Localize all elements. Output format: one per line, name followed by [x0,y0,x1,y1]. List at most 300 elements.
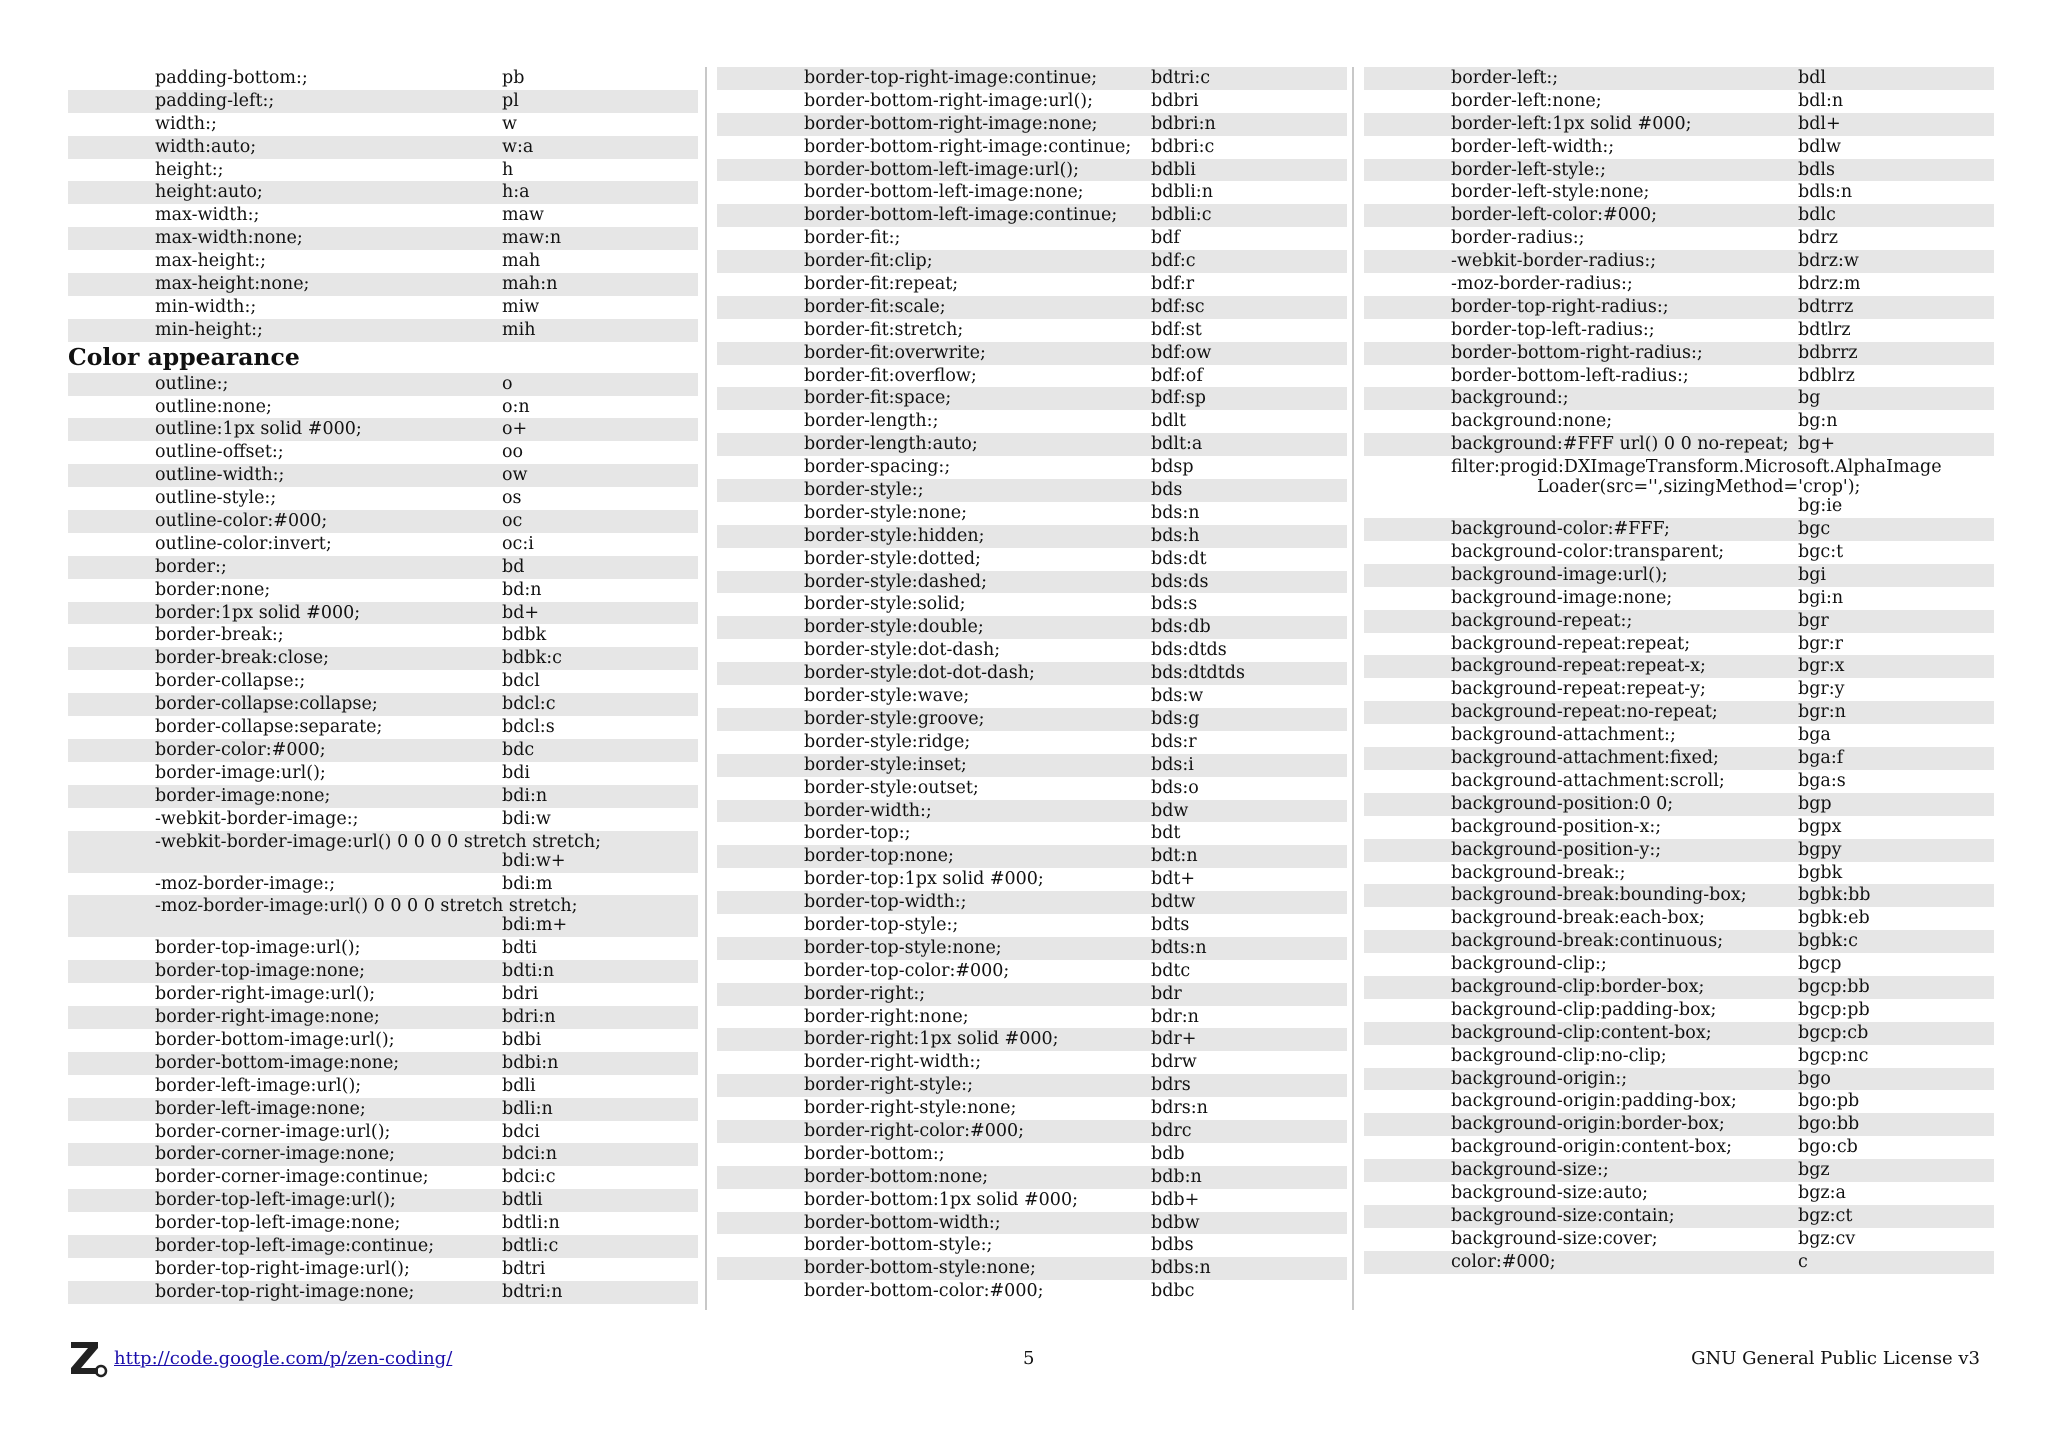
abbreviation-row [1364,319,1994,342]
abbreviation-row [68,464,698,487]
abbreviation-row [68,1281,698,1304]
abbreviation: bds:r [1151,731,1197,752]
abbreviation-row [717,410,1347,433]
abbreviation: bg:ie [1798,496,1843,517]
abbreviation-row [1364,564,1994,587]
css-property: border-bottom-color:#000; [804,1281,1044,1302]
css-property: border-bottom-left-image:continue; [804,205,1118,226]
abbreviation: bdt [1151,823,1181,844]
css-property: border-left-image:none; [155,1098,366,1119]
abbreviation: bdti [502,938,538,959]
css-property: border-fit:scale; [804,296,946,317]
abbreviation: bgpy [1798,839,1842,860]
abbreviation-row [1364,587,1994,610]
abbreviation-row [1364,724,1994,747]
css-property: border-top-right-image:url(); [155,1258,410,1279]
css-property: outline:1px solid #000; [155,419,362,440]
abbreviation-row [1364,839,1994,862]
abbreviation: bdtlrz [1798,319,1851,340]
abbreviation-row [68,396,698,419]
abbreviation-row [1364,227,1994,250]
css-property: border-style:dashed; [804,571,988,592]
abbreviation: bdf [1151,228,1180,249]
abbreviation: bdbw [1151,1212,1200,1233]
abbreviation-row [717,1006,1347,1029]
css-property: border-top-left-image:none; [155,1213,401,1234]
abbreviation-row [717,708,1347,731]
css-property: background-clip:no-clip; [1451,1045,1667,1066]
abbreviation: bdf:sc [1151,296,1205,317]
css-property: background-break:continuous; [1451,931,1724,952]
abbreviation: bdb+ [1151,1189,1200,1210]
css-property: filter:progid:DXImageTransform.Microsoft.AlphaImage [1451,457,1942,478]
abbreviation-row [717,616,1347,639]
abbreviation-row [717,983,1347,1006]
abbreviation: bga [1798,725,1831,746]
css-property: border-style:groove; [804,708,985,729]
css-property: border-left:; [1451,68,1559,88]
abbreviation: bdblrz [1798,365,1855,386]
abbreviation-row [717,1166,1347,1189]
css-property: -webkit-border-radius:; [1451,251,1657,272]
abbreviation: bds:n [1151,502,1200,523]
abbreviation-row [68,1006,698,1029]
abbreviation-row [1364,953,1994,976]
css-property: background-size:cover; [1451,1228,1658,1249]
abbreviation: bds:dt [1151,548,1207,569]
abbreviation: bgr:n [1798,702,1846,723]
css-property: border-bottom-right-image:none; [804,113,1098,134]
css-property: border-bottom:1px solid #000; [804,1189,1078,1210]
css-property: border-top-color:#000; [804,960,1010,981]
css-property: background-position-y:; [1451,839,1662,860]
css-property: background-repeat:repeat; [1451,633,1691,654]
css-property: border-break:; [155,625,284,646]
abbreviation-row [68,136,698,159]
abbreviation-row [717,548,1347,571]
abbreviation: bgbk [1798,862,1843,883]
css-property: border-right-width:; [804,1052,982,1073]
abbreviation-row [68,296,698,319]
css-property: border-length:; [804,411,939,432]
abbreviation-row [68,418,698,441]
abbreviation-row [68,1212,698,1235]
css-property: border-fit:stretch; [804,319,964,340]
css-property: border-style:; [804,480,924,501]
css-property: background-attachment:fixed; [1451,748,1719,769]
abbreviation: bgc [1798,519,1831,540]
abbreviation-row [68,67,698,90]
abbreviation: o+ [502,419,528,440]
abbreviation-row [1364,136,1994,159]
css-property: outline-style:; [155,488,277,509]
abbreviation: bgcp:cb [1798,1022,1869,1043]
abbreviation-row [68,159,698,182]
abbreviation: bds:s [1151,594,1198,615]
abbreviation: bdbi:n [502,1052,559,1073]
css-property: border-length:auto; [804,434,978,455]
abbreviation-row [68,647,698,670]
abbreviation: bdrz:w [1798,251,1859,272]
abbreviation: bdbrrz [1798,342,1858,363]
abbreviation: bgbk:c [1798,931,1858,952]
abbreviation-row [717,1280,1347,1303]
css-property: outline:none; [155,396,272,417]
abbreviation-row [717,1189,1347,1212]
abbreviation: oc [502,511,523,532]
css-property: border-top-left-image:url(); [155,1190,396,1211]
abbreviation-row [68,1143,698,1166]
css-property: border-left-image:url(); [155,1075,362,1096]
abbreviation: bdi:w+ [502,850,566,871]
abbreviation-row [68,1052,698,1075]
abbreviation-row [717,1257,1347,1280]
css-property: background-attachment:scroll; [1451,770,1725,791]
abbreviation-row [717,1074,1347,1097]
css-property: outline-offset:; [155,442,284,463]
abbreviation-row [68,1166,698,1189]
css-property: border-bottom-right-image:continue; [804,136,1132,157]
abbreviation: bgr:x [1798,656,1845,677]
abbreviation: bdtri [502,1258,546,1279]
abbreviation-row [717,1097,1347,1120]
css-property: border-color:#000; [155,739,326,760]
abbreviation-row [68,1235,698,1258]
abbreviation-row [717,319,1347,342]
abbreviation: bdi:m [502,873,553,894]
abbreviation: pl [502,90,519,111]
abbreviation: bd+ [502,602,540,623]
abbreviation: maw [502,205,545,226]
css-property: border-style:outset; [804,777,979,798]
css-property: border-top-right-radius:; [1451,296,1669,317]
css-property: max-height:; [155,251,267,272]
abbreviation: bdtli [502,1190,543,1211]
abbreviation: bd:n [502,579,542,600]
abbreviation: bgz:cv [1798,1228,1856,1249]
abbreviation-row [1364,296,1994,319]
css-property: border-top-left-radius:; [1451,319,1655,340]
abbreviation: bg+ [1798,434,1836,455]
abbreviation-row [1364,1251,1994,1274]
abbreviation-row [1364,365,1994,388]
column-2 [717,67,1347,1303]
abbreviation-row [717,136,1347,159]
abbreviation-row [68,808,698,831]
abbreviation: bdlt [1151,411,1187,432]
css-property: outline-color:#000; [155,511,328,532]
css-property: border-left:1px solid #000; [1451,113,1692,134]
css-property: outline:; [155,373,229,394]
css-property: border-top-left-image:continue; [155,1235,435,1256]
css-property: border:; [155,556,227,577]
abbreviation-row [1364,204,1994,227]
abbreviation-row [1364,518,1994,541]
abbreviation: o:n [502,396,530,417]
abbreviation-row [68,831,698,873]
column-1 [68,67,698,1304]
css-property: border-fit:overflow; [804,365,977,386]
page-footer [68,1338,1980,1378]
css-property: border-top:none; [804,846,954,867]
abbreviation: bdtli:n [502,1213,560,1234]
abbreviation: bgo:cb [1798,1137,1858,1158]
abbreviation: bdli:n [502,1098,553,1119]
abbreviation: bgbk:eb [1798,908,1870,929]
abbreviation-row [1364,678,1994,701]
css-property: border-bottom-right-radius:; [1451,342,1703,363]
abbreviation-row [1364,1159,1994,1182]
css-property: border-fit:space; [804,388,952,409]
abbreviation: bdtri:n [502,1281,563,1302]
css-property: border-right-style:none; [804,1098,1017,1119]
abbreviation-row [1364,433,1994,456]
css-property: padding-bottom:; [155,68,308,88]
abbreviation-row [1364,907,1994,930]
css-property: outline-width:; [155,465,285,486]
css-property: border-style:double; [804,617,984,638]
abbreviation-row [717,296,1347,319]
abbreviation: bdri:n [502,1007,556,1028]
abbreviation-row [1364,159,1994,182]
abbreviation-row [1364,655,1994,678]
abbreviation-row [1364,1113,1994,1136]
css-property: background:; [1451,388,1569,409]
abbreviation-row [717,662,1347,685]
css-property: outline-color:invert; [155,533,332,554]
abbreviation-row [68,785,698,808]
abbreviation: bdbk [502,625,547,646]
abbreviation-row [68,1121,698,1144]
abbreviation: bdts [1151,914,1190,935]
css-property: max-height:none; [155,274,310,295]
abbreviation: w [502,113,517,134]
abbreviation: bdci:c [502,1167,556,1188]
css-property: background-break:; [1451,862,1626,883]
abbreviation: bdbri [1151,90,1199,111]
abbreviation: h [502,159,514,180]
abbreviation-row [68,739,698,762]
css-property: background-origin:; [1451,1068,1628,1089]
css-property: background-clip:content-box; [1451,1022,1712,1043]
abbreviation-row [1364,541,1994,564]
css-property: border-fit:overwrite; [804,342,986,363]
abbreviation: bdt:n [1151,846,1198,867]
abbreviation-row [717,227,1347,250]
abbreviation-row [717,754,1347,777]
abbreviation-row [68,983,698,1006]
abbreviation-row [717,914,1347,937]
abbreviation: bgr [1798,610,1829,631]
abbreviation-row [717,1143,1347,1166]
abbreviation-row [1364,250,1994,273]
css-property: border-radius:; [1451,228,1585,249]
abbreviation: bgp [1798,793,1832,814]
css-property: max-width:none; [155,228,303,249]
abbreviation-row [1364,816,1994,839]
abbreviation: bdri [502,984,539,1005]
abbreviation: bdf:st [1151,319,1202,340]
abbreviation: bgz [1798,1160,1830,1181]
abbreviation: bdb:n [1151,1166,1202,1187]
abbreviation-row [717,937,1347,960]
license-text: GNU General Public License v3 [1691,1348,1980,1369]
abbreviation-row [68,250,698,273]
project-link[interactable]: http://code.google.com/p/zen-coding/ [114,1348,453,1369]
css-property: background-repeat:; [1451,610,1633,631]
abbreviation-row [68,873,698,896]
abbreviation: bds [1151,480,1183,501]
abbreviation-row [717,181,1347,204]
column-divider [1352,67,1354,1310]
abbreviation: bdtrrz [1798,296,1854,317]
abbreviation: bgz:ct [1798,1205,1853,1226]
abbreviation: os [502,488,522,509]
css-property: border-bottom-right-image:url(); [804,90,1094,111]
abbreviation: bdf:r [1151,274,1195,295]
abbreviation: bgi:n [1798,587,1844,608]
abbreviation-row [68,319,698,342]
abbreviation: bdf:ow [1151,342,1212,363]
abbreviation: bdr [1151,983,1182,1004]
abbreviation: bdi:w [502,808,551,829]
css-property: background-size:contain; [1451,1205,1675,1226]
abbreviation: bdr+ [1151,1029,1197,1050]
abbreviation: bdi:n [502,785,548,806]
abbreviation-row [68,579,698,602]
abbreviation: bdli [502,1075,536,1096]
abbreviation: bdsp [1151,457,1194,478]
css-property: border-collapse:separate; [155,717,383,738]
css-property: border-style:dotted; [804,548,981,569]
abbreviation-row [717,342,1347,365]
css-property: background-image:url(); [1451,564,1668,585]
abbreviation-row [1364,1068,1994,1091]
abbreviation: bdbri:c [1151,136,1215,157]
abbreviation-row [717,685,1347,708]
css-property: border-right:; [804,983,926,1004]
abbreviation-row [1364,610,1994,633]
abbreviation: bgbk:bb [1798,885,1871,906]
css-property: border-style:none; [804,502,968,523]
abbreviation-row [1364,273,1994,296]
abbreviation-row [68,670,698,693]
abbreviation: bdtc [1151,960,1191,981]
css-property: height:; [155,159,224,180]
abbreviation: bdci [502,1121,540,1142]
abbreviation-row [717,90,1347,113]
abbreviation: bds:g [1151,708,1200,729]
abbreviation: bgc:t [1798,542,1844,563]
abbreviation-row [717,113,1347,136]
abbreviation: oo [502,442,524,463]
abbreviation-row [1364,747,1994,770]
css-property: border-bottom-left-image:url(); [804,159,1080,180]
abbreviation-row [717,1234,1347,1257]
css-property: background-origin:border-box; [1451,1114,1725,1135]
abbreviation-row [717,273,1347,296]
css-property: border-left:none; [1451,90,1602,111]
css-property: color:#000; [1451,1251,1556,1272]
css-property: background-position:0 0; [1451,793,1674,814]
abbreviation-row [1364,181,1994,204]
css-property: border-top:; [804,823,911,844]
abbreviation: bdi:m+ [502,915,568,936]
abbreviation: bgi [1798,564,1827,585]
css-property: background-image:none; [1451,587,1673,608]
abbreviation: bds:i [1151,754,1194,775]
abbreviation-row [1364,1090,1994,1113]
abbreviation-row [1364,1205,1994,1228]
abbreviation-row [1364,67,1994,90]
css-property: -moz-border-image:; [155,873,336,894]
abbreviation: bdcl [502,671,540,692]
css-property: border-top-width:; [804,892,967,913]
abbreviation: bgo:bb [1798,1114,1860,1135]
abbreviation-row [68,181,698,204]
abbreviation-row [1364,701,1994,724]
abbreviation: bdtli:c [502,1235,559,1256]
abbreviation: bds:o [1151,777,1199,798]
css-property: background-origin:padding-box; [1451,1091,1737,1112]
abbreviation-row [1364,90,1994,113]
abbreviation: maw:n [502,228,562,249]
css-property: border-style:inset; [804,754,967,775]
abbreviation: bgz:a [1798,1182,1846,1203]
abbreviation-row [1364,1228,1994,1251]
abbreviation-row [68,273,698,296]
abbreviation: bdrs [1151,1075,1191,1096]
css-property: background:#FFF url() 0 0 no-repeat; [1451,434,1789,455]
abbreviation-row [717,593,1347,616]
abbreviation-row [68,1075,698,1098]
abbreviation-row [68,937,698,960]
css-property: border-bottom-width:; [804,1212,1001,1233]
abbreviation-row [717,250,1347,273]
abbreviation: w:a [502,136,534,157]
abbreviation: bdci:n [502,1144,557,1165]
css-property: width:auto; [155,136,257,157]
css-property: background-color:#FFF; [1451,519,1670,540]
css-property: background-color:transparent; [1451,542,1725,563]
abbreviation: bdbi [502,1029,542,1050]
css-property: height:auto; [155,182,263,203]
abbreviation: bdbri:n [1151,113,1216,134]
css-property: border-style:dot-dot-dash; [804,663,1035,684]
css-property: border-bottom-image:url(); [155,1029,395,1050]
abbreviation: bgcp [1798,954,1842,975]
css-property: background-repeat:no-repeat; [1451,702,1718,723]
css-property: border-bottom:none; [804,1166,989,1187]
abbreviation-row [68,556,698,579]
abbreviation: bdlc [1798,205,1836,226]
css-property: border-top-style:; [804,914,959,935]
css-property: border-right-color:#000; [804,1120,1025,1141]
abbreviation: bdbs:n [1151,1258,1211,1279]
css-property: border-top-image:url(); [155,938,361,959]
css-property: border-bottom:; [804,1143,945,1164]
css-property: -moz-border-image:url() 0 0 0 0 stretch stretch; [155,896,578,917]
abbreviation-row [1364,633,1994,656]
abbreviation: bds:db [1151,617,1211,638]
abbreviation: bdls [1798,159,1835,180]
css-property: border-corner-image:continue; [155,1167,429,1188]
css-property: min-width:; [155,296,257,317]
abbreviation: bga:s [1798,770,1846,791]
abbreviation: bdcl:c [502,694,556,715]
css-property: border-right-image:url(); [155,984,376,1005]
abbreviation-row [717,845,1347,868]
